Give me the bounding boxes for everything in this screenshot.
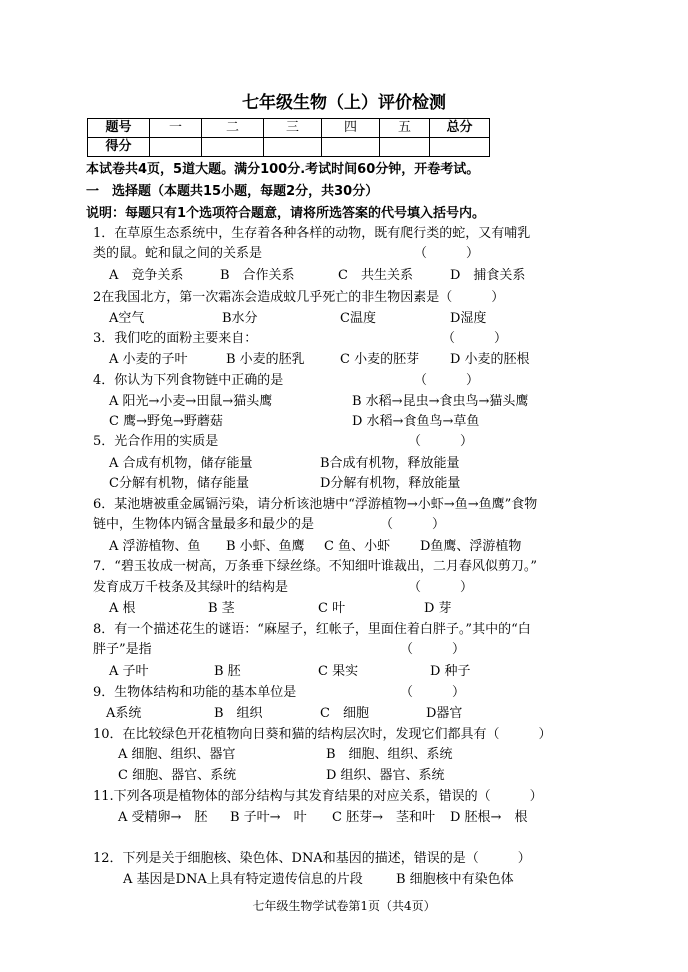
score-table-score-row — [88, 138, 490, 157]
answer-paren[interactable]: （ ） — [400, 685, 466, 700]
question-7-stem: 7．“碧玉妆成一树高，万条垂下绿丝绦。不知细叶谁裁出，二月春风似剪刀。” — [93, 559, 538, 574]
option-b: B 子叶→ 叶 — [230, 810, 307, 825]
option-a: A 浮游植物、鱼 — [109, 539, 201, 554]
score-cell — [202, 138, 264, 157]
option-c: C 鱼、小虾 — [324, 539, 391, 554]
question-3-stem: 3．我们吃的面粉主要来自： — [93, 331, 258, 346]
exam-intro: 本试卷共4页，5道大题。满分100分.考试时间60分钟，开卷考试。 — [86, 162, 480, 177]
score-cell — [150, 138, 202, 157]
question-6-stem: 6．某池塘被重金属镉污染，请分析该池塘中“浮游植物→小虾→鱼→鱼鹰”食物 — [93, 497, 538, 512]
option-b: B 茎 — [208, 601, 235, 616]
score-header-cell: 四 — [322, 119, 380, 138]
option-c: C 细胞、器官、系统 — [118, 768, 237, 783]
option-d: D 芽 — [424, 601, 452, 616]
section-note: 说明：每题只有1个选项符合题意，请将所选答案的代号填入括号内。 — [86, 206, 486, 221]
option-a: A 小麦的子叶 — [109, 352, 188, 367]
page-footer: 七年级生物学试卷第1页（共4页） — [252, 899, 436, 913]
option-b: B 水稻→昆虫→食虫鸟→猫头鹰 — [352, 394, 529, 409]
option-d: D鱼鹰、浮游植物 — [420, 539, 522, 554]
score-table-header-row — [88, 119, 490, 138]
score-header-cell: 五 — [380, 119, 430, 138]
score-header-cell: 二 — [202, 119, 264, 138]
option-a: A系统 — [106, 706, 142, 721]
question-7-stem-cont: 发育成万千枝条及其绿叶的结构是 — [93, 580, 289, 595]
option-c: C 共生关系 — [338, 268, 413, 283]
option-c: C 果实 — [318, 664, 359, 679]
question-8-stem: 8．有一个描述花生的谜语：“麻屋子，红帐子，里面住着白胖子。”其中的“白 — [93, 622, 531, 637]
option-d: D湿度 — [450, 311, 487, 326]
option-c: C温度 — [340, 311, 376, 326]
question-9-stem: 9．生物体结构和功能的基本单位是 — [93, 685, 297, 700]
option-c: C 小麦的胚芽 — [340, 352, 420, 367]
question-4-stem: 4．你认为下列食物链中正确的是 — [93, 373, 284, 388]
option-b: B水分 — [222, 311, 258, 326]
option-d: D器官 — [426, 706, 463, 721]
question-11-stem: 11.下列各项是植物体的部分结构与其发育结果的对应关系，错误的（ ） — [93, 789, 543, 804]
question-2-stem: 2在我国北方，第一次霜冻会造成蚊几乎死亡的非生物因素是（ ） — [93, 290, 505, 305]
option-b: B 胚 — [214, 664, 241, 679]
option-a: A 合成有机物，储存能量 — [109, 456, 253, 471]
answer-paren[interactable]: （ ） — [408, 434, 474, 449]
page-title: 七年级生物（上）评价检测 — [242, 93, 446, 113]
option-a: A 子叶 — [109, 664, 149, 679]
section-heading: 一 选择题（本题共15小题，每题2分，共30分） — [86, 184, 379, 199]
answer-paren[interactable]: （ ） — [414, 246, 480, 261]
question-12-stem: 12．下列是关于细胞核、染色体、DNA和基因的描述，错误的是（ ） — [93, 851, 531, 866]
option-c: C 胚芽→ 茎和叶 — [332, 810, 435, 825]
option-a: A空气 — [109, 311, 145, 326]
option-b: B 小麦的胚乳 — [226, 352, 305, 367]
question-6-stem-cont: 链中，生物体内镉含量最多和最少的是 — [93, 517, 315, 532]
score-cell — [264, 138, 322, 157]
option-b: B 细胞、组织、系统 — [326, 747, 453, 762]
option-a: A 竞争关系 — [109, 268, 184, 283]
option-b: B 细胞核中有染色体 — [396, 872, 514, 887]
answer-paren[interactable]: （ ） — [380, 517, 446, 532]
answer-paren[interactable]: （ ） — [408, 580, 474, 595]
option-d: D 组织、器官、系统 — [326, 768, 445, 783]
option-d: D 小麦的胚根 — [450, 352, 530, 367]
option-d: D 胚根→ 根 — [450, 810, 528, 825]
option-b: B 组织 — [214, 706, 263, 721]
score-header-cell: 总分 — [430, 119, 490, 138]
option-a: A 根 — [109, 601, 136, 616]
option-a: A 细胞、组织、器官 — [118, 747, 236, 762]
answer-paren[interactable]: （ ） — [414, 373, 480, 388]
option-a: A 基因是DNA上具有特定遗传信息的片段 — [123, 872, 363, 887]
option-c: C 鹰→野兔→野蘑菇 — [109, 414, 223, 429]
question-8-stem-cont: 胖子”是指 — [93, 642, 152, 657]
score-cell — [430, 138, 490, 157]
option-d: D 捕食关系 — [450, 268, 526, 283]
score-row-label: 得分 — [88, 138, 150, 157]
option-c: C分解有机物，储存能量 — [109, 476, 249, 491]
option-b: B 合作关系 — [220, 268, 295, 283]
option-b: B合成有机物，释放能量 — [320, 456, 460, 471]
option-c: C 细胞 — [320, 706, 369, 721]
score-header-cell: 题号 — [88, 119, 150, 138]
score-cell — [322, 138, 380, 157]
option-c: C 叶 — [318, 601, 346, 616]
score-header-cell: 三 — [264, 119, 322, 138]
score-header-cell: 一 — [150, 119, 202, 138]
question-5-stem: 5．光合作用的实质是 — [93, 434, 219, 449]
option-b: B 小虾、鱼鹰 — [226, 539, 305, 554]
question-10-stem: 10．在比较绿色开花植物向日葵和猫的结构层次时，发现它们都具有（ ） — [93, 727, 552, 742]
score-table — [87, 118, 490, 157]
option-d: D 种子 — [430, 664, 471, 679]
option-d: D分解有机物，释放能量 — [320, 476, 461, 491]
option-a: A 阳光→小麦→田鼠→猫头鹰 — [109, 394, 273, 409]
answer-paren[interactable]: （ ） — [400, 642, 466, 657]
answer-paren[interactable]: （ ） — [442, 331, 508, 346]
option-a: A 受精卵→ 胚 — [118, 810, 208, 825]
option-d: D 水稻→食鱼鸟→草鱼 — [352, 414, 480, 429]
question-1-stem: 1．在草原生态系统中，生存着各种各样的动物，既有爬行类的蛇，又有哺乳 — [93, 226, 531, 241]
question-1-stem-cont: 类的鼠。蛇和鼠之间的关系是 — [93, 246, 263, 261]
score-cell — [380, 138, 430, 157]
